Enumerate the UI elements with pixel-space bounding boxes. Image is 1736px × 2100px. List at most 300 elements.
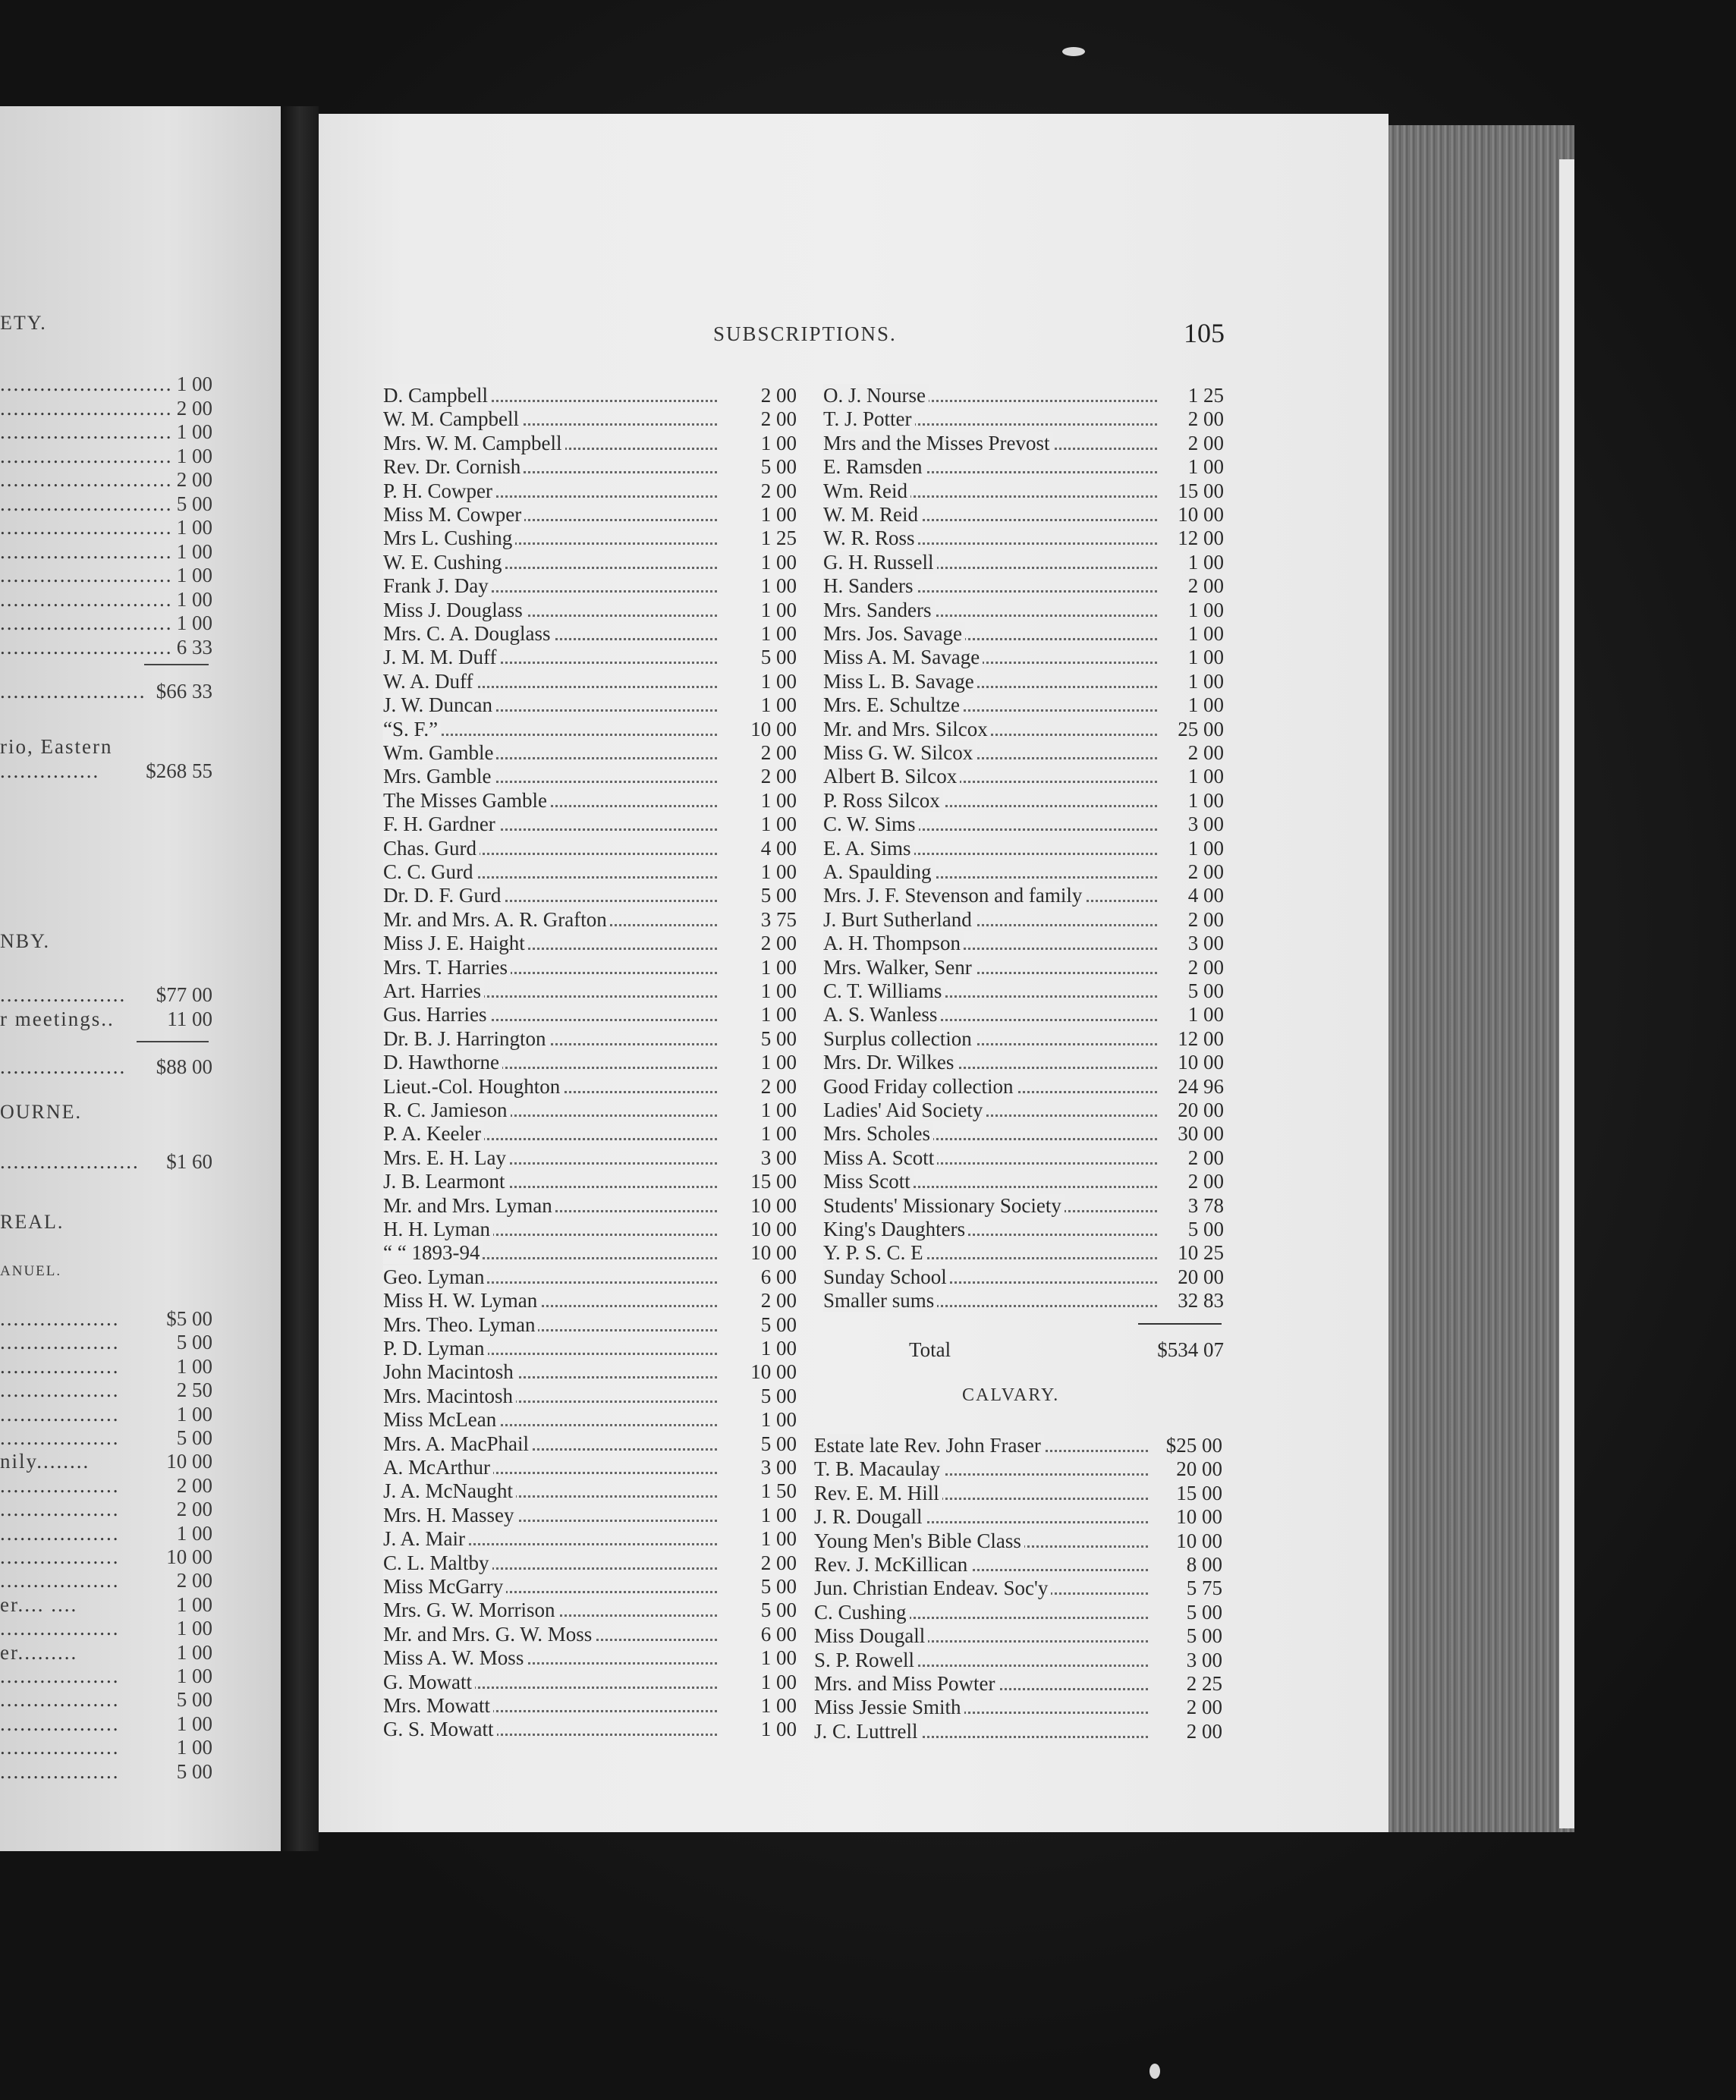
subscription-entry bbox=[814, 1696, 1222, 1719]
left-line-text: .......................... bbox=[0, 420, 173, 443]
subscription-entry bbox=[383, 908, 797, 932]
left-page-line bbox=[0, 372, 273, 396]
left-page-line bbox=[0, 515, 273, 539]
left-page-line bbox=[0, 1616, 273, 1640]
subscription-entry bbox=[823, 1218, 1224, 1241]
subscription-entry bbox=[823, 956, 1224, 979]
subscriber-name: A. H. Thompson bbox=[823, 932, 964, 954]
left-page-line bbox=[0, 1687, 273, 1712]
subscriber-name: Rev. Dr. Cornish bbox=[383, 455, 524, 478]
subscriber-name: Miss L. B. Savage bbox=[823, 670, 977, 693]
left-page-line bbox=[0, 396, 273, 420]
subscriber-name: D. Hawthorne bbox=[383, 1051, 502, 1074]
subscription-entry bbox=[814, 1434, 1222, 1457]
left-page-line bbox=[0, 1330, 273, 1354]
subscription-amount: 1 00 bbox=[760, 693, 797, 717]
subscriber-name: Mr. and Mrs. Lyman bbox=[383, 1194, 555, 1217]
running-head: SUBSCRIPTIONS. bbox=[713, 322, 897, 345]
subscription-amount: 15 00 bbox=[750, 1170, 797, 1193]
subscription-entry bbox=[383, 1504, 797, 1527]
subscription-amount: 15 00 bbox=[1178, 479, 1224, 502]
left-line-amount: $66 33 bbox=[156, 680, 212, 703]
left-line-amount: 1 00 bbox=[176, 444, 212, 467]
subscription-entry bbox=[814, 1457, 1222, 1481]
subscription-amount: 5 00 bbox=[1186, 1600, 1222, 1624]
subscription-amount: 1 00 bbox=[760, 503, 797, 526]
subscription-amount: 1 00 bbox=[760, 1670, 797, 1693]
subscription-amount: 1 00 bbox=[760, 1718, 797, 1741]
left-page-line bbox=[0, 1259, 273, 1284]
subscription-entry bbox=[823, 503, 1224, 527]
left-line-amount: 1 00 bbox=[176, 539, 212, 563]
subscription-amount: 1 00 bbox=[760, 1527, 797, 1551]
subscriber-name: Mrs. A. MacPhail bbox=[383, 1432, 532, 1455]
left-page-line bbox=[0, 1664, 273, 1688]
subscription-entry bbox=[823, 741, 1224, 765]
subscription-entry bbox=[383, 1646, 797, 1670]
subscriber-name: Gus. Harries bbox=[383, 1003, 489, 1026]
subscriber-name: “ “ 1893-94 bbox=[383, 1241, 483, 1264]
calvary-heading: CALVARY. bbox=[962, 1385, 1060, 1405]
subscription-entry bbox=[383, 646, 797, 669]
subscription-amount: 10 00 bbox=[1176, 1529, 1222, 1552]
subscription-entry bbox=[383, 932, 797, 955]
subscriber-name: Mrs. Sanders bbox=[823, 599, 935, 621]
subscription-entry bbox=[383, 1218, 797, 1241]
subscriber-name: Sunday School bbox=[823, 1265, 950, 1288]
left-line-text: ETY. bbox=[0, 312, 47, 334]
subscriber-name: The Misses Gamble bbox=[383, 789, 550, 812]
left-line-text: .................. bbox=[0, 1617, 120, 1640]
subscription-entry bbox=[823, 384, 1224, 407]
subscription-entry bbox=[823, 932, 1224, 955]
subscription-entry bbox=[814, 1505, 1222, 1529]
left-line-text: .................. bbox=[0, 1473, 120, 1497]
left-line-text: .......................... bbox=[0, 373, 173, 395]
subscription-entry bbox=[823, 1099, 1224, 1122]
left-page-line bbox=[0, 1007, 273, 1031]
subscription-entry bbox=[383, 693, 797, 717]
subscription-entry bbox=[383, 1099, 797, 1122]
subscriber-name: Mrs. E. Schultze bbox=[823, 693, 963, 716]
subscription-amount: 8 00 bbox=[1186, 1553, 1222, 1576]
subscriber-name: Wm. Reid bbox=[823, 479, 910, 502]
subscription-entry bbox=[383, 1694, 797, 1718]
subscriber-name: G. Mowatt bbox=[383, 1671, 475, 1693]
subscriber-name: J. R. Dougall bbox=[814, 1505, 926, 1528]
subscription-amount: $25 00 bbox=[1165, 1434, 1222, 1457]
subscriber-name: Mrs. H. Massey bbox=[383, 1504, 517, 1526]
subscription-amount: 2 25 bbox=[1186, 1672, 1222, 1695]
subscriber-name: Good Friday collection bbox=[823, 1075, 1016, 1098]
subscriber-name: Chas. Gurd bbox=[383, 837, 480, 860]
subscriber-name: Jun. Christian Endeav. Soc'y bbox=[814, 1577, 1051, 1599]
left-line-amount: 1 00 bbox=[176, 373, 212, 395]
subscription-entry bbox=[383, 718, 797, 741]
subscription-amount: 1 00 bbox=[1187, 550, 1224, 574]
subscription-entry bbox=[823, 1122, 1224, 1146]
subscription-entry bbox=[383, 765, 797, 788]
left-page-line bbox=[0, 1378, 273, 1402]
subscriber-name: Miss J. Douglass bbox=[383, 599, 526, 621]
subscriber-name: J. M. M. Duff bbox=[383, 646, 500, 668]
subscription-amount: 20 00 bbox=[1178, 1265, 1224, 1288]
subscription-entry bbox=[383, 622, 797, 646]
left-line-amount: 2 00 bbox=[176, 396, 212, 420]
subscriber-name: Rev. J. McKillican bbox=[814, 1553, 970, 1576]
left-line-text: nily........ bbox=[0, 1450, 90, 1473]
subscription-entry bbox=[383, 574, 797, 598]
subscription-entry bbox=[814, 1577, 1222, 1600]
subscription-amount: 1 00 bbox=[760, 622, 797, 645]
subscription-amount: 1 00 bbox=[1187, 1003, 1224, 1026]
subscription-amount: 1 00 bbox=[760, 550, 797, 574]
subscription-amount: 10 00 bbox=[750, 1193, 797, 1217]
subscription-amount: 2 00 bbox=[1187, 955, 1224, 979]
left-line-amount: $77 00 bbox=[156, 983, 212, 1006]
left-line-amount: $88 00 bbox=[156, 1055, 212, 1078]
subscriber-name: Mrs. Macintosh bbox=[383, 1385, 516, 1407]
subscriber-name: Lieut.-Col. Houghton bbox=[383, 1075, 563, 1098]
subscription-amount: 12 00 bbox=[1178, 1026, 1224, 1050]
subscriber-name: Miss A. W. Moss bbox=[383, 1646, 527, 1669]
subscriber-name: C. T. Williams bbox=[823, 979, 945, 1002]
subscription-entry bbox=[823, 551, 1224, 574]
subscription-entry bbox=[383, 1289, 797, 1312]
subscription-amount: 1 00 bbox=[760, 669, 797, 693]
subscriber-name: Y. P. S. C. E bbox=[823, 1241, 926, 1264]
left-page-line bbox=[0, 1426, 273, 1450]
left-page-line bbox=[0, 1568, 273, 1592]
subscriber-name: A. S. Wanless bbox=[823, 1003, 940, 1026]
subscription-entry bbox=[823, 455, 1224, 479]
subscriber-name: J. A. Mair bbox=[383, 1527, 468, 1550]
subscriber-name: Miss Jessie Smith bbox=[814, 1696, 964, 1718]
subscriber-name: J. Burt Sutherland bbox=[823, 908, 975, 931]
subscription-amount: 1 00 bbox=[1187, 788, 1224, 812]
subscription-amount: 2 00 bbox=[760, 741, 797, 764]
total-rule bbox=[1138, 1323, 1222, 1325]
left-page-line bbox=[0, 1449, 273, 1473]
left-page-line bbox=[0, 759, 273, 783]
subscription-entry bbox=[383, 813, 797, 836]
left-line-text: .................. bbox=[0, 1688, 120, 1712]
left-page-line bbox=[0, 734, 273, 759]
subscriber-name: H. Sanders bbox=[823, 574, 916, 597]
subscriber-name: Albert B. Silcox bbox=[823, 765, 960, 788]
subscription-amount: 10 00 bbox=[1176, 1505, 1222, 1529]
subscriber-name: Mrs. C. A. Douglass bbox=[383, 622, 554, 645]
subscriber-name: Mrs. and Miss Powter bbox=[814, 1672, 999, 1695]
subscriber-name: E. A. Sims bbox=[823, 837, 914, 860]
subscriber-name: Mrs and the Misses Prevost bbox=[823, 432, 1053, 454]
left-line-text: .................. bbox=[0, 1545, 120, 1568]
subscription-entry bbox=[823, 1289, 1224, 1312]
subscription-entry bbox=[383, 527, 797, 550]
subscription-amount: 1 50 bbox=[760, 1479, 797, 1503]
left-line-amount: 2 00 bbox=[176, 1498, 212, 1521]
left-line-text: .................. bbox=[0, 1402, 120, 1426]
subscription-entry bbox=[383, 1575, 797, 1599]
subscriber-name: W. R. Ross bbox=[823, 527, 918, 549]
subscription-amount: 3 00 bbox=[760, 1456, 797, 1479]
subscription-entry bbox=[383, 1671, 797, 1694]
subscription-entry bbox=[383, 741, 797, 765]
subscription-amount: 20 00 bbox=[1178, 1099, 1224, 1121]
subscriber-name: C. L. Maltby bbox=[383, 1551, 492, 1574]
subscriber-name: C. Cushing bbox=[814, 1601, 910, 1624]
dust-speck bbox=[1149, 2064, 1160, 2079]
left-page-line bbox=[0, 1306, 273, 1331]
subscription-amount: 10 00 bbox=[750, 1218, 797, 1240]
subscription-amount: 3 00 bbox=[1187, 932, 1224, 955]
subscription-amount: 4 00 bbox=[760, 836, 797, 860]
subscriber-name: W. A. Duff bbox=[383, 670, 476, 693]
left-line-text: er.... .... bbox=[0, 1592, 78, 1616]
subscription-entry bbox=[383, 1551, 797, 1575]
subscription-amount: 2 00 bbox=[1187, 407, 1224, 431]
subscription-amount: 10 25 bbox=[1178, 1241, 1224, 1265]
left-page-line bbox=[0, 1640, 273, 1665]
left-line-amount: 10 00 bbox=[166, 1545, 212, 1568]
left-line-amount: 1 00 bbox=[176, 1736, 212, 1759]
subscription-entry bbox=[383, 1122, 797, 1146]
subscriber-name: Mrs. Walker, Senr bbox=[823, 956, 975, 979]
subscription-entry bbox=[814, 1649, 1222, 1672]
subscription-amount: 2 00 bbox=[1187, 1146, 1224, 1169]
subscription-entry bbox=[823, 813, 1224, 836]
left-line-text: .................. bbox=[0, 1759, 120, 1783]
subscriber-name: Ladies' Aid Society bbox=[823, 1099, 986, 1121]
left-line-text: .......................... bbox=[0, 516, 173, 539]
page-edge-highlight bbox=[1559, 159, 1574, 1828]
subscription-entry bbox=[383, 1337, 797, 1360]
subscription-amount: 2 00 bbox=[760, 384, 797, 407]
left-line-amount: 1 00 bbox=[176, 611, 212, 634]
subscription-amount: 1 00 bbox=[760, 574, 797, 598]
subscriber-name: Mrs. T. Harries bbox=[383, 956, 511, 979]
left-line-amount: 1 00 bbox=[176, 564, 212, 586]
left-line-amount: 1 00 bbox=[176, 587, 212, 611]
subscription-entry bbox=[823, 908, 1224, 932]
left-page-line bbox=[0, 1545, 273, 1569]
subscription-entry bbox=[383, 384, 797, 407]
left-page-line bbox=[0, 311, 273, 335]
subscription-entry bbox=[383, 1003, 797, 1026]
left-page-line bbox=[0, 1521, 273, 1545]
subscription-entry bbox=[383, 1527, 797, 1551]
subscription-amount: 5 00 bbox=[1187, 1218, 1224, 1240]
subscription-amount: 30 00 bbox=[1178, 1122, 1224, 1146]
subscriber-name: Mrs. Dr. Wilkes bbox=[823, 1051, 957, 1074]
left-line-text: ANUEL. bbox=[0, 1263, 62, 1279]
subscription-amount: 24 96 bbox=[1178, 1074, 1224, 1098]
subscription-amount: 5 00 bbox=[760, 1575, 797, 1598]
left-line-amount: 10 00 bbox=[166, 1450, 212, 1473]
subscription-entry bbox=[814, 1672, 1222, 1696]
left-page-line bbox=[0, 563, 273, 587]
left-line-text: OURNE. bbox=[0, 1101, 83, 1123]
subscription-amount: 10 00 bbox=[750, 1241, 797, 1265]
left-line-text: rio, Eastern bbox=[0, 735, 113, 758]
subscription-amount: 5 75 bbox=[1186, 1577, 1222, 1600]
subscriber-name: Mrs. J. F. Stevenson and family bbox=[823, 884, 1085, 907]
subscription-entry bbox=[383, 1313, 797, 1337]
subscription-amount: 2 00 bbox=[760, 479, 797, 502]
subscription-amount: 2 00 bbox=[1187, 741, 1224, 764]
left-line-text: .................. bbox=[0, 1665, 120, 1687]
subscription-amount: 2 00 bbox=[760, 407, 797, 431]
subscription-entry bbox=[383, 1456, 797, 1479]
subscriber-name: Miss McLean bbox=[383, 1408, 499, 1431]
subscription-entry bbox=[383, 1075, 797, 1099]
subscriber-name: J. B. Learmont bbox=[383, 1170, 508, 1193]
left-line-text: .......................... bbox=[0, 468, 173, 491]
subscription-amount: 10 00 bbox=[1178, 503, 1224, 526]
left-page-line bbox=[0, 539, 273, 564]
subscription-amount: 1 00 bbox=[1187, 836, 1224, 860]
left-line-amount: 5 00 bbox=[176, 1688, 212, 1712]
left-line-text: .................. bbox=[0, 1521, 120, 1545]
subscriber-name: C. C. Gurd bbox=[383, 860, 476, 883]
left-page-line bbox=[0, 929, 273, 954]
subscription-amount: 2 00 bbox=[760, 765, 797, 788]
subscriber-name: Dr. D. F. Gurd bbox=[383, 884, 504, 907]
subscription-entry bbox=[823, 407, 1224, 431]
subscriber-name: Mrs. Jos. Savage bbox=[823, 622, 965, 645]
subscriber-name: Miss McGarry bbox=[383, 1575, 506, 1598]
subscriber-name: G. H. Russell bbox=[823, 551, 937, 574]
subscription-amount: 1 00 bbox=[760, 431, 797, 454]
left-total-rule bbox=[137, 1041, 209, 1042]
subscriber-name: D. Campbell bbox=[383, 384, 491, 407]
subscription-amount: 25 00 bbox=[1178, 717, 1224, 740]
subscription-amount: 2 00 bbox=[760, 1551, 797, 1574]
subscriber-name: Miss H. W. Lyman bbox=[383, 1289, 540, 1312]
subscription-entry bbox=[823, 1003, 1224, 1026]
left-total-rule bbox=[144, 664, 209, 665]
subscriber-name: A. McArthur bbox=[383, 1456, 493, 1479]
subscriber-name: Young Men's Bible Class bbox=[814, 1529, 1024, 1552]
subscriber-name: P. Ross Silcox bbox=[823, 789, 943, 812]
left-line-amount: 2 00 bbox=[176, 468, 212, 491]
subscriber-name: W. M. Reid bbox=[823, 503, 921, 526]
subscription-entry bbox=[814, 1720, 1222, 1743]
subscription-amount: 10 00 bbox=[750, 717, 797, 740]
subscriber-name: P. H. Cowper bbox=[383, 479, 495, 502]
subscription-entry bbox=[823, 789, 1224, 813]
left-page-line bbox=[0, 1735, 273, 1759]
subscription-amount: 5 00 bbox=[760, 884, 797, 907]
left-line-text: .......................... bbox=[0, 444, 173, 467]
left-line-amount: 1 00 bbox=[176, 1402, 212, 1426]
subscription-amount: 5 00 bbox=[760, 1026, 797, 1050]
subscriber-name: P. D. Lyman bbox=[383, 1337, 488, 1360]
subscription-amount: 1 00 bbox=[760, 1051, 797, 1074]
left-line-text: .................. bbox=[0, 1426, 120, 1449]
subscription-amount: 6 00 bbox=[760, 1265, 797, 1288]
subscription-amount: 6 00 bbox=[760, 1622, 797, 1646]
subscription-amount: 3 00 bbox=[1187, 813, 1224, 836]
subscription-amount: 1 00 bbox=[760, 1122, 797, 1146]
left-page-line bbox=[0, 1055, 273, 1079]
subscriber-name: Mrs. Mowatt bbox=[383, 1694, 493, 1717]
left-line-text: .................. bbox=[0, 1379, 120, 1402]
left-line-amount: 5 00 bbox=[176, 1331, 212, 1354]
subscription-entry bbox=[383, 551, 797, 574]
subscription-amount: 1 00 bbox=[760, 860, 797, 883]
subscription-amount: 1 00 bbox=[760, 1408, 797, 1432]
subscription-entry bbox=[823, 599, 1224, 622]
left-line-amount: $5 00 bbox=[166, 1307, 212, 1330]
subscription-amount: 1 00 bbox=[760, 979, 797, 1002]
subscription-entry bbox=[383, 1241, 797, 1265]
subscription-entry bbox=[383, 1360, 797, 1384]
subscriber-name: H. H. Lyman bbox=[383, 1218, 493, 1240]
subscription-entry bbox=[383, 837, 797, 860]
subscriber-name: W. M. Campbell bbox=[383, 407, 522, 430]
subscription-entry bbox=[383, 979, 797, 1003]
subscription-entry bbox=[823, 1146, 1224, 1170]
subscription-entry bbox=[823, 574, 1224, 598]
subscriber-name: J. W. Duncan bbox=[383, 693, 495, 716]
subscription-entry bbox=[823, 479, 1224, 503]
left-page-line bbox=[0, 1100, 273, 1124]
subscription-amount: 32 83 bbox=[1178, 1289, 1224, 1312]
subscriber-name: King's Daughters bbox=[823, 1218, 968, 1240]
left-page-line bbox=[0, 1210, 273, 1234]
subscription-amount: 5 00 bbox=[760, 1432, 797, 1455]
subscription-entry bbox=[383, 455, 797, 479]
subscription-amount: 1 00 bbox=[760, 813, 797, 836]
left-line-amount: $1 60 bbox=[166, 1150, 212, 1173]
subscriber-name: Mr. and Mrs. A. R. Grafton bbox=[383, 908, 610, 931]
subscription-entry bbox=[383, 503, 797, 527]
subscription-amount: 2 00 bbox=[760, 932, 797, 955]
subscription-entry bbox=[823, 979, 1224, 1003]
subscription-entry bbox=[383, 479, 797, 503]
subscription-entry bbox=[383, 884, 797, 907]
subscription-entry bbox=[383, 1385, 797, 1408]
left-page-line bbox=[0, 420, 273, 444]
subscriber-name: Mrs. E. H. Lay bbox=[383, 1146, 509, 1169]
subscription-entry bbox=[383, 789, 797, 813]
left-page-line bbox=[0, 1354, 273, 1379]
left-line-amount: 6 33 bbox=[176, 635, 212, 659]
left-page-line bbox=[0, 467, 273, 492]
subscriber-name: S. P. Rowell bbox=[814, 1649, 917, 1671]
subscription-entry bbox=[823, 718, 1224, 741]
subscription-entry bbox=[814, 1601, 1222, 1624]
left-line-text: .......................... bbox=[0, 396, 173, 420]
subscriber-name: Dr. B. J. Harrington bbox=[383, 1027, 549, 1050]
subscriber-name: Art. Harries bbox=[383, 979, 484, 1002]
subscriber-name: Miss A. M. Savage bbox=[823, 646, 983, 668]
left-line-amount: 11 00 bbox=[167, 1008, 212, 1030]
left-line-text: ...................... bbox=[0, 680, 146, 703]
subscriber-name: Mrs. Theo. Lyman bbox=[383, 1313, 538, 1336]
subscriber-name: Mrs. Scholes bbox=[823, 1122, 933, 1145]
left-page-line bbox=[0, 611, 273, 635]
subscriber-name: C. W. Sims bbox=[823, 813, 919, 835]
page-number: 105 bbox=[1184, 318, 1225, 348]
subscription-amount: 2 00 bbox=[760, 1289, 797, 1312]
subscription-amount: 2 00 bbox=[1187, 1170, 1224, 1193]
left-line-text: ............... bbox=[0, 759, 100, 782]
subscriber-name: Miss Dougall bbox=[814, 1624, 928, 1647]
subscriber-name: Rev. E. M. Hill bbox=[814, 1482, 942, 1504]
left-page-line bbox=[0, 1497, 273, 1521]
